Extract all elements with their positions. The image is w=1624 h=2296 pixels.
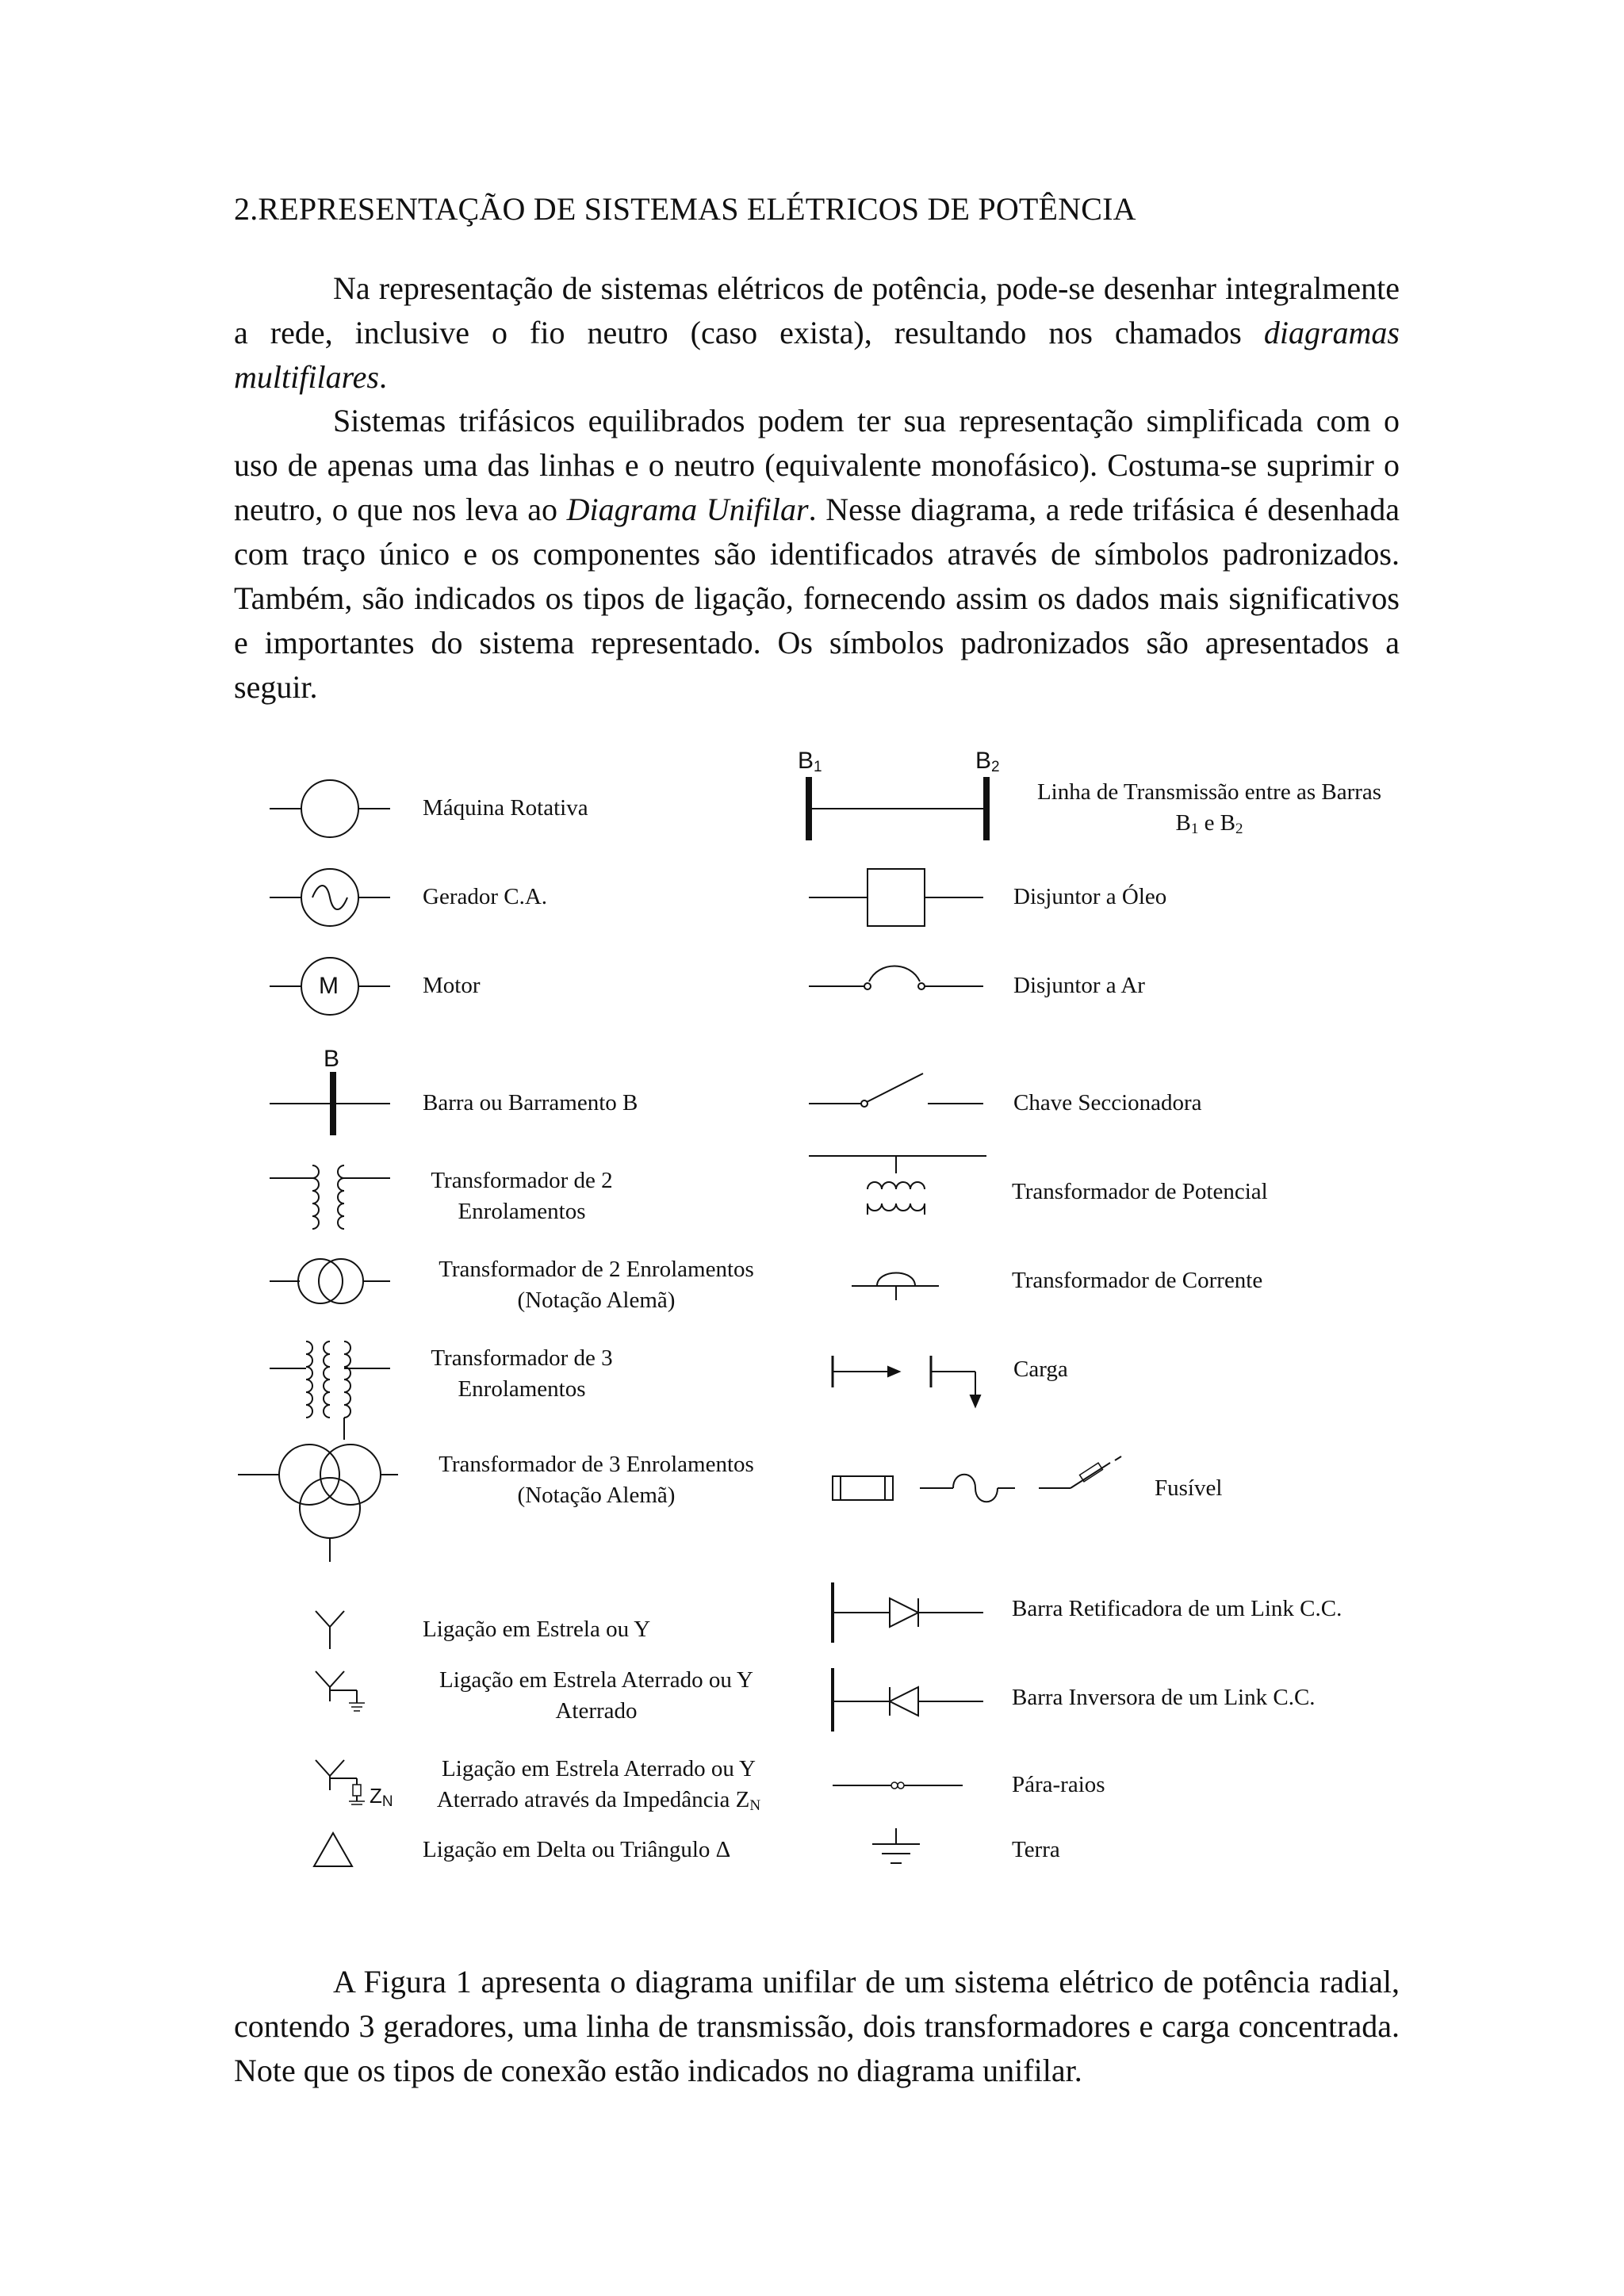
para1-italic: diagramas multifilares [234, 315, 1400, 395]
oil-breaker-symbol [809, 869, 983, 926]
symbol-legend [230, 745, 1419, 1887]
inverter-bus-symbol [833, 1668, 983, 1732]
three-winding-transformer-german-symbol [238, 1445, 398, 1562]
wye-connection-symbol [316, 1611, 344, 1649]
label-disconnect-switch: Chave Seccionadora [1013, 1090, 1202, 1115]
label-bus: Barra ou Barramento B [423, 1090, 638, 1115]
delta-connection-symbol [314, 1833, 352, 1866]
label-two-winding-line1: Transformador de 2 [431, 1168, 613, 1193]
b1-label [798, 745, 822, 776]
label-grounded-wye [420, 1665, 772, 1727]
paragraph-figure-intro [234, 1960, 1400, 2093]
rotating-machine-symbol [270, 780, 390, 837]
para2-text1: Sistemas trifásicos equilibrados podem ter sua representação simplificada com o uso de apenas uma das linhas e o neutro (equivalente monofásico). Costuma-se suprimir o neutro, o que nos leva ao [234, 403, 1400, 527]
label-two-winding-german-line1: Transformador de 2 Enrolamentos [439, 1257, 754, 1282]
load-symbol [833, 1356, 980, 1406]
para3-text: A Figura 1 apresenta o diagrama unifilar de um sistema elétrico de potência radial, contendo 3 geradores, uma linha de transmissão, dois transformadores e carga concentrada. Note que os tipos de conexão estão indicados no diagrama unifilar. [234, 1964, 1400, 2088]
label-three-winding-german-line1: Transformador de 3 Enrolamentos [439, 1452, 754, 1477]
fuse-symbols [833, 1456, 1121, 1502]
potential-transformer-symbol [809, 1156, 986, 1215]
label-grounded-wye-line1: Ligação em Estrela Aterrado ou Y [439, 1667, 753, 1693]
label-three-winding-german-line2: (Notação Alemã) [517, 1483, 676, 1508]
label-rectifier-bus: Barra Retificadora de um Link C.C. [1012, 1596, 1342, 1621]
label-three-winding-transformer [423, 1343, 621, 1405]
paragraph-unifilar [234, 399, 1400, 710]
symbols-drawing [230, 745, 1419, 1887]
label-three-winding-german [420, 1449, 772, 1511]
air-breaker-symbol [809, 966, 983, 990]
zn-letter: Z [370, 1784, 382, 1808]
label-ground: Terra [1012, 1837, 1060, 1862]
two-winding-transformer-symbol [270, 1165, 390, 1229]
label-impedance-grounded-sub: N [749, 1797, 761, 1814]
b2-sub: 2 [991, 759, 1000, 775]
zn-label [370, 1781, 393, 1812]
surge-arrester-symbol [833, 1782, 963, 1789]
label-impedance-grounded-line2 [420, 1785, 777, 1816]
para2-text2: . Nesse diagrama, a rede trifásica é desenhada com traço único e os componentes são identificados através de símbolos padronizados. Também, são indicados os tipos de ligação, fornecendo assim os dados mais significativos e importantes do sistema representado. Os símbolos padronizados são apresentados a seguir. [234, 492, 1400, 705]
label-fuse: Fusível [1155, 1475, 1223, 1501]
label-ac-generator: Gerador C.A. [423, 884, 548, 909]
two-winding-transformer-german-symbol [270, 1259, 390, 1303]
label-tl-b1: B [1175, 810, 1191, 836]
label-three-winding-line1: Transformador de 3 [431, 1345, 613, 1371]
label-two-winding-german-line2: (Notação Alemã) [517, 1288, 676, 1313]
para1-end: . [378, 359, 387, 395]
three-winding-transformer-symbol [270, 1341, 390, 1440]
ac-generator-symbol [270, 869, 390, 926]
label-load: Carga [1013, 1357, 1068, 1382]
zn-sub: N [381, 1793, 393, 1810]
label-oil-breaker: Disjuntor a Óleo [1013, 884, 1167, 909]
b1-letter: B [798, 748, 814, 774]
label-transmission-line [1015, 777, 1404, 839]
label-current-transformer: Transformador de Corrente [1012, 1268, 1263, 1293]
label-two-winding-german [420, 1254, 772, 1316]
label-wye: Ligação em Estrela ou Y [423, 1617, 651, 1642]
paragraph-multifilar [234, 266, 1400, 400]
label-impedance-grounded-line1: Ligação em Estrela Aterrado ou Y [442, 1756, 756, 1781]
label-tl-b2-sub: 2 [1235, 821, 1243, 837]
label-impedance-grounded-text: Aterrado através da Impedância Z [436, 1787, 750, 1812]
label-potential-transformer: Transformador de Potencial [1012, 1179, 1268, 1204]
para1-text: Na representação de sistemas elétricos de potência, pode-se desenhar integralmente a rede, inclusive o fio neutro (caso exista), resultando nos chamados [234, 270, 1400, 350]
label-rotating-machine: Máquina Rotativa [423, 795, 588, 821]
label-inverter-bus: Barra Inversora de um Link C.C. [1012, 1685, 1316, 1710]
label-air-breaker: Disjuntor a Ar [1013, 973, 1145, 998]
label-transmission-line2 [1015, 808, 1404, 839]
bus-symbol [270, 1072, 390, 1135]
section-heading: 2.REPRESENTAÇÃO DE SISTEMAS ELÉTRICOS DE POTÊNCIA [234, 191, 1136, 227]
b1-sub: 1 [814, 759, 822, 775]
impedance-grounded-wye-symbol [316, 1760, 365, 1804]
label-motor: Motor [423, 973, 481, 998]
para2-italic: Diagrama Unifilar [566, 492, 809, 527]
label-delta: Ligação em Delta ou Triângulo Δ [423, 1837, 731, 1862]
bus-letter: B [324, 1046, 340, 1072]
label-tl-b1-sub: 1 [1190, 821, 1199, 837]
rectifier-bus-symbol [833, 1582, 983, 1643]
label-two-winding-line2: Enrolamentos [458, 1199, 586, 1224]
grounded-wye-symbol [316, 1671, 365, 1711]
transmission-line-symbol [809, 777, 986, 840]
label-impedance-grounded-wye [420, 1754, 777, 1816]
disconnect-switch-symbol [809, 1073, 983, 1107]
label-tl-and-b2: e B [1198, 810, 1236, 836]
label-transmission-line1: Linha de Transmissão entre as Barras [1036, 779, 1382, 805]
b2-letter: B [975, 748, 992, 774]
label-two-winding-transformer [423, 1165, 621, 1227]
label-three-winding-line2: Enrolamentos [458, 1376, 586, 1402]
motor-letter: M [319, 973, 339, 999]
b2-label [975, 745, 1000, 776]
ground-symbol [872, 1828, 920, 1863]
label-surge-arrester: Pára-raios [1012, 1772, 1105, 1797]
label-grounded-wye-line2: Aterrado [555, 1698, 638, 1724]
current-transformer-symbol [852, 1273, 939, 1301]
